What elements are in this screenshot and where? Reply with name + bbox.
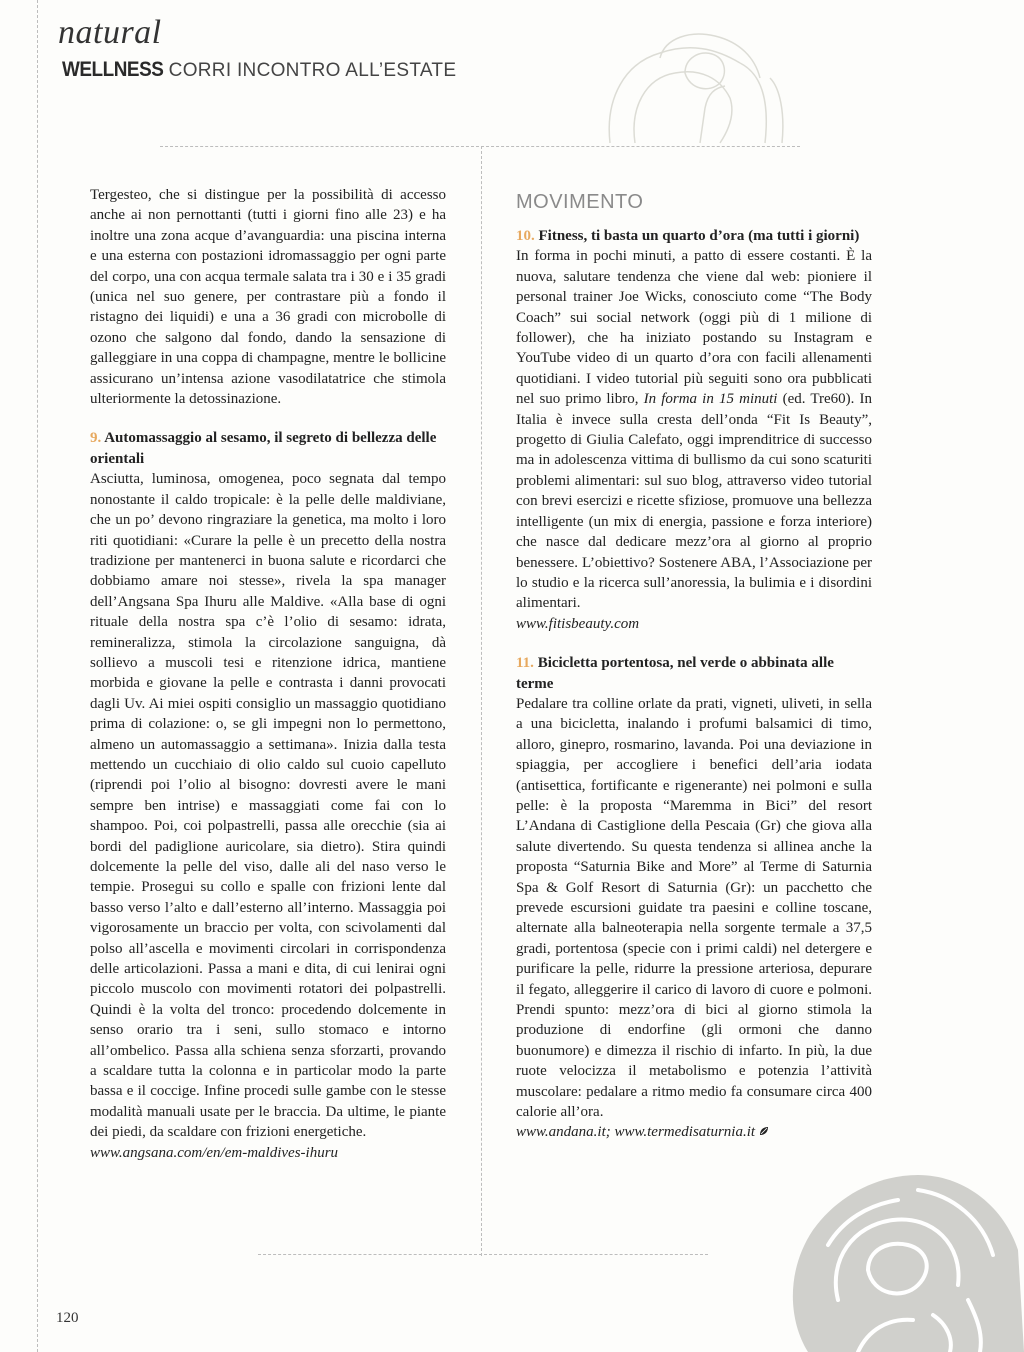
rose-bottom-icon bbox=[768, 1150, 1024, 1352]
item-10-body-part2: (ed. Tre60). In Italia è invece sulla cresta dell’onda “Fit Is Beauty”, progetto di Giulia Calefato, oggi imprenditrice di successo ma in adolescenza vittima di bullismo da cui sono scaturiti problemi alimentari: sul suo blog, attraverso video tutorial con brevi esercizi e ricette sfiziose, promuove una bellezza intelligente (un mix di energia, passione e forza interiore) che nasce dal dedicare mezz’ora al giorno al proprio benessere. L’obiettivo? Sostenere ABA, l’Associazione per lo studio e la ricerca sull’anoressia, la bulimia e i disordini alimentari. bbox=[516, 391, 872, 612]
item-11-number: 11. bbox=[516, 655, 534, 672]
item-10-number: 10. bbox=[516, 228, 535, 244]
item-10-heading bbox=[516, 226, 872, 246]
page-number: 120 bbox=[56, 1310, 79, 1326]
header-section-title: CORRI INCONTRO ALL’ESTATE bbox=[168, 60, 457, 81]
header-row bbox=[62, 58, 456, 82]
item-10-body bbox=[516, 246, 872, 613]
item-10-title: Fitness, ti basta un quarto d’ora (ma tutti i giorni) bbox=[538, 228, 860, 244]
intro-paragraph: Tergesteo, che si distingue per la possibilità di accesso anche ai non pernottanti (tutti i giorni fino alle 23) e ha inoltre una zona acque d’avanguardia: una piscina interna e una esterna con postazioni idromassaggio per ogni parte del corpo, una con acqua termale salata tra i 30 e i 35 gradi (unica nel suo genere, per contrastare più a fondo il ristagno dei liquidi) e una a 36 gradi con microbolle di ozono che salgono dal fondo, dando la sensazione di galleggiare in una coppa di champagne, mentre le bollicine assicurano un’intensa azione vasodilatatrice che stimola ulteriormente la detossinazione. bbox=[90, 187, 446, 408]
bottom-dashed-rule bbox=[258, 1254, 708, 1255]
rose-outline-icon bbox=[590, 18, 790, 148]
left-margin-rule bbox=[37, 0, 38, 1352]
item-11-body: Pedalare tra colline orlate da prati, vigneti, uliveti, in sella a una bicicletta, inalando i profumi balsamici di timo, alloro, ginepro, rosmarino, lavanda. Poi una deviazione in spiaggia, per accogliere i benefici dell’aria iodata (antisettica, fortificante e rigenerante) nei polmoni e sulla pelle: è la proposta “Maremma in Bici” del resort L’Andana di Castiglione della Pescaia (Gr) che giova alla salute divertendo. Su questa tendenza si allinea anche la proposta “Saturnia Bike and More” al Terme di Saturnia Spa & Golf Resort di Saturnia (Gr): un pacchetto che prevede escursioni guidate tra paesini e colline toscane, alternate alla balneoterapia nella sorgente termale a 37,5 gradi, portentosa (specie con i primi caldi) nel detergere e purificare la pelle, ridurre la pressione arteriosa, depurare il fegato, alleggerire il carico di lavoro di cuore e polmoni. Prendi spunto: mezz’ora di bici al giorno stimola la produzione di endorfine (gli ormoni che danno buonumore) e dimezza il rischio di infarto. In più, la due ruote velocizza il metabolismo e potenzia l’attività muscolare: pedalare a ritmo medio fa consumare circa 400 calorie all’ora. bbox=[516, 695, 872, 1121]
column-divider-rule bbox=[481, 146, 482, 1256]
item-9-link[interactable]: www.angsana.com/en/em-maldives-ihuru bbox=[90, 1144, 339, 1161]
item-11-heading bbox=[516, 653, 872, 694]
left-column bbox=[90, 185, 446, 1163]
item-10-book-title: In forma in 15 minuti bbox=[643, 391, 778, 408]
item-9-heading bbox=[90, 428, 446, 469]
item-11-title: Bicicletta portentosa, nel verde o abbinata alle terme bbox=[516, 655, 834, 692]
item-9-title: Automassaggio al sesamo, il segreto di bellezza delle orientali bbox=[90, 430, 437, 467]
section-title-movimento: MOVIMENTO bbox=[516, 191, 644, 213]
item-10-body-part1: In forma in pochi minuti, a patto di essere costanti. È la nuova, salutare tendenza che viene dal web: pioniere il personal trainer Joe Wicks, conosciuto come “The Body Coach” sui social network (oggi più di 1 milione di follower), che ha iniziato postando su Instagram e YouTube video di un quarto d’ora con facili allenamenti quotidiani. I video tutorial più seguiti sono ora pubblicati nel suo primo libro, bbox=[516, 248, 872, 408]
item-9-body: Asciutta, luminosa, omogenea, poco segnata dal tempo nonostante il caldo tropicale: è la pelle delle maldiviane, che un po’ devono ringraziare la genetica, ma molto i loro riti quotidiani: «Curare la pelle è un precetto della nostra tradizione per mantenerci in buona salute e ricordarci che dobbiamo amare noi stesse», rivela la spa manager dell’Angsana Spa Ihuru alle Maldive. «Alla base di ogni rituale della nostra spa c’è l’olio di sesamo: idrata, remineralizza, stimola la circolazione sanguigna, dà sollievo a muscoli tesi e ritenzione idrica, mantiene morbida e giovane la pelle e contrasta i danni provocati dagli Uv. Ai miei ospiti consiglio un massaggio quotidiano prima di colazione: o, se gli impegni non lo permettono, almeno un automassaggio a settimana». Inizia dalla testa mettendo un cucchiaio di olio caldo sul cuoio capelluto (riprendi poi l’olio al bisogno: dovresti avere le mani sempre ben intrise) e massaggiati come fai con lo shampoo. Poi, coi polpastrelli, passa alle orecchie (sia ai bordi del padiglione auricolare, sia dietro). Stira quindi dolcemente la pelle del viso, dalle ali del naso verso le tempie. Prosegui su collo e spalle con frizioni lente dal basso verso l’alto e dall’esterno all’interno. Massaggia poi vigorosamente un braccio per volta, con scivolamenti dal polso all’ascella e movimenti circolari in corrispondenza delle articolazioni. Passa a mani e dita, di cui lenirai ogni piccolo muscolo con movimenti rotatori dei polpastrelli. Quindi è la volta del tronco: procedendo dolcemente in senso orario tra i seni, sullo stomaco e intorno all’ombelico. Passa alla schiena senza sforzarti, provando a scaldare tutta la colonna e in particolar modo la parte bassa e il coccige. Infine procedi sulle gambe con le stesse modalità manuali usate per le braccia. Da ultime, le piante dei piedi, da scaldare con frizioni energetiche. bbox=[90, 471, 446, 1141]
leaf-end-icon bbox=[759, 1126, 769, 1136]
header-natural-title: natural bbox=[58, 14, 162, 51]
item-9-number: 9. bbox=[90, 430, 102, 447]
item-11-link-row bbox=[516, 1122, 872, 1142]
item-10-link[interactable]: www.fitisbeauty.com bbox=[516, 615, 640, 632]
header-wellness-title: WELLNESS bbox=[62, 58, 164, 81]
right-column bbox=[516, 190, 872, 1143]
item-11-link[interactable]: www.andana.it; www.termedisaturnia.it bbox=[516, 1124, 756, 1141]
